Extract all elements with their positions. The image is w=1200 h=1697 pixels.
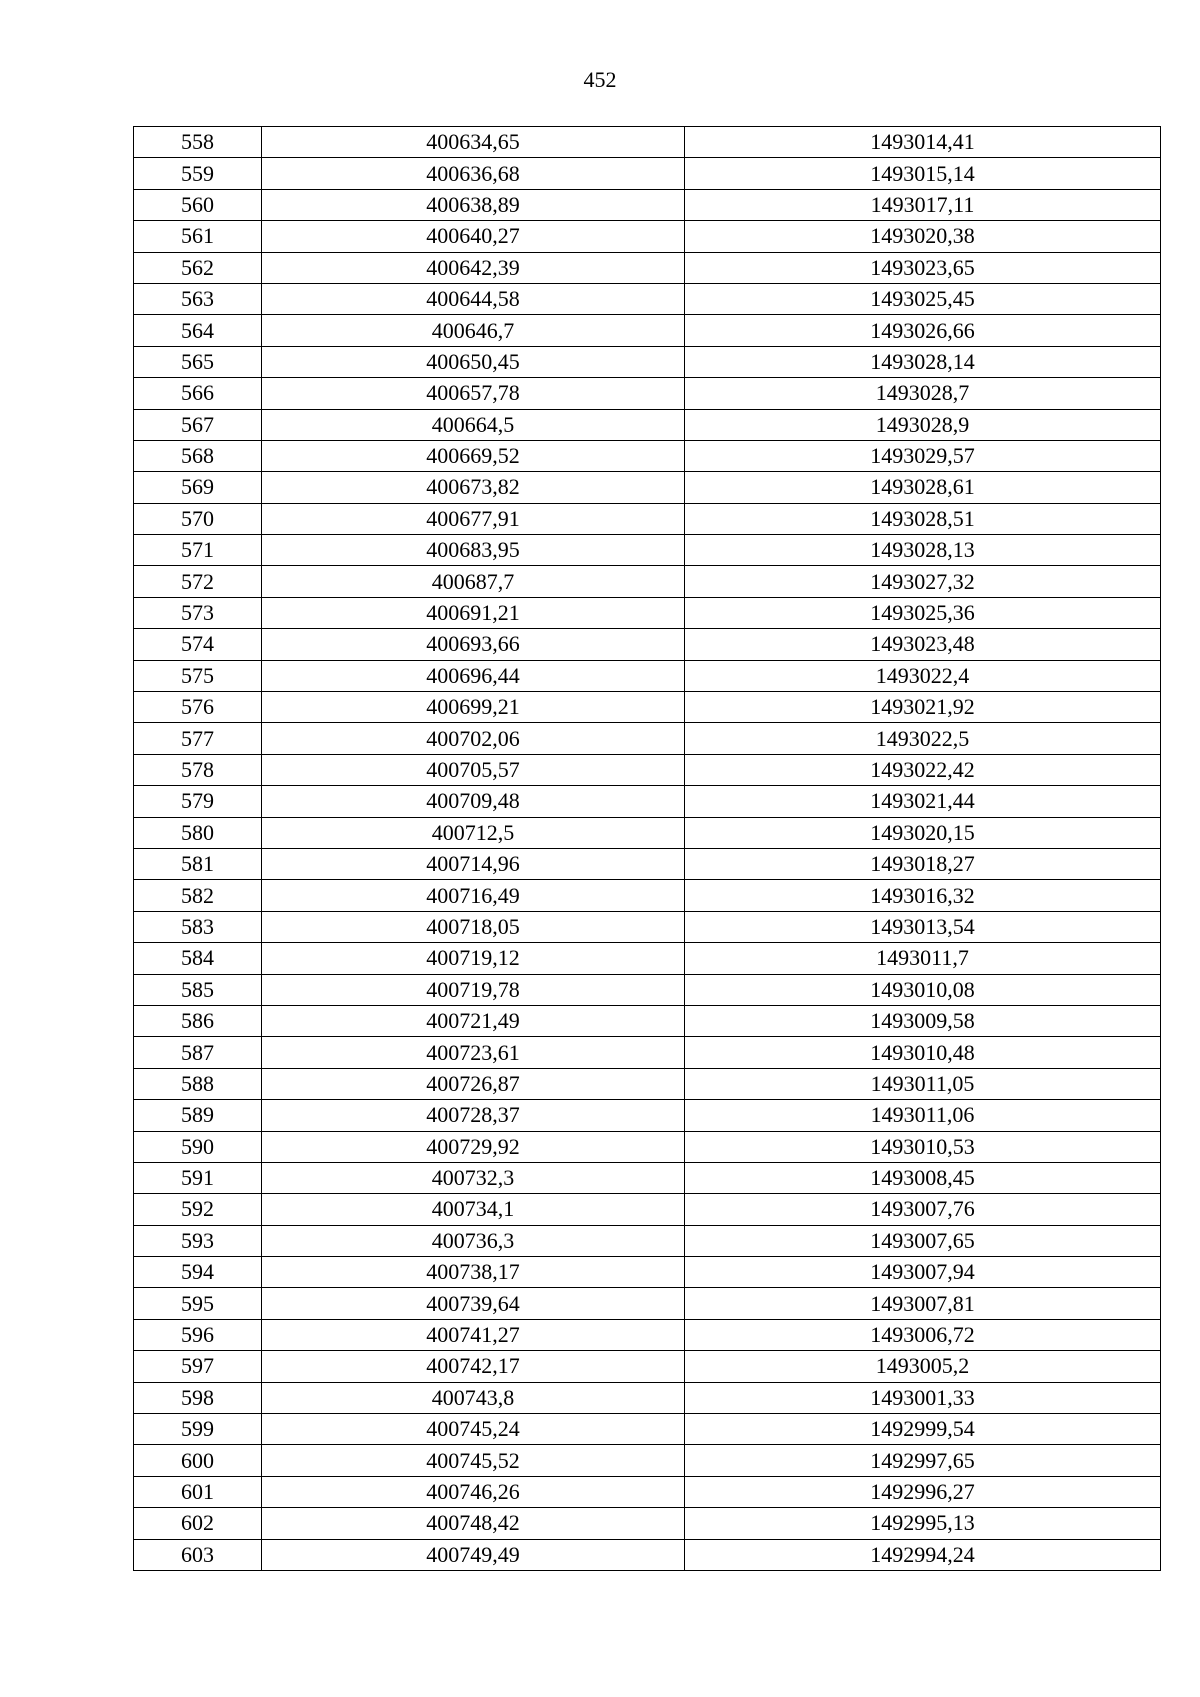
- point-number-cell: 566: [134, 378, 262, 409]
- point-number-cell: 562: [134, 252, 262, 283]
- x-coordinate-cell: 400636,68: [262, 158, 685, 189]
- y-coordinate-cell: 1493018,27: [685, 848, 1161, 879]
- x-coordinate-cell: 400640,27: [262, 221, 685, 252]
- y-coordinate-cell: 1493013,54: [685, 911, 1161, 942]
- table-row: [134, 817, 1161, 848]
- x-coordinate-cell: 400644,58: [262, 283, 685, 314]
- x-coordinate-cell: 400721,49: [262, 1005, 685, 1036]
- table-row: [134, 1351, 1161, 1382]
- point-number-cell: 580: [134, 817, 262, 848]
- table-row: [134, 597, 1161, 628]
- point-number-cell: 588: [134, 1068, 262, 1099]
- x-coordinate-cell: 400745,24: [262, 1414, 685, 1445]
- table-row: [134, 221, 1161, 252]
- table-row: [134, 189, 1161, 220]
- point-number-cell: 565: [134, 346, 262, 377]
- point-number-cell: 579: [134, 786, 262, 817]
- y-coordinate-cell: 1493026,66: [685, 315, 1161, 346]
- y-coordinate-cell: 1493028,9: [685, 409, 1161, 440]
- x-coordinate-cell: 400746,26: [262, 1476, 685, 1507]
- table-row: [134, 283, 1161, 314]
- table-row: [134, 315, 1161, 346]
- y-coordinate-cell: 1492995,13: [685, 1508, 1161, 1539]
- table-row: [134, 1382, 1161, 1413]
- y-coordinate-cell: 1493025,45: [685, 283, 1161, 314]
- point-number-cell: 570: [134, 503, 262, 534]
- table-row: [134, 1319, 1161, 1350]
- point-number-cell: 574: [134, 629, 262, 660]
- table-row: [134, 911, 1161, 942]
- table-row: [134, 1508, 1161, 1539]
- x-coordinate-cell: 400719,12: [262, 943, 685, 974]
- x-coordinate-cell: 400683,95: [262, 535, 685, 566]
- table-row: [134, 1131, 1161, 1162]
- y-coordinate-cell: 1493007,65: [685, 1225, 1161, 1256]
- table-row: [134, 252, 1161, 283]
- table-row: [134, 158, 1161, 189]
- y-coordinate-cell: 1493029,57: [685, 440, 1161, 471]
- y-coordinate-cell: 1493021,44: [685, 786, 1161, 817]
- table-row: [134, 1037, 1161, 1068]
- y-coordinate-cell: 1493028,13: [685, 535, 1161, 566]
- table-row: [134, 660, 1161, 691]
- x-coordinate-cell: 400742,17: [262, 1351, 685, 1382]
- table-row: [134, 378, 1161, 409]
- table-row: [134, 1414, 1161, 1445]
- table-row: [134, 1288, 1161, 1319]
- point-number-cell: 599: [134, 1414, 262, 1445]
- point-number-cell: 559: [134, 158, 262, 189]
- y-coordinate-cell: 1493006,72: [685, 1319, 1161, 1350]
- y-coordinate-cell: 1493021,92: [685, 692, 1161, 723]
- table-row: [134, 1194, 1161, 1225]
- x-coordinate-cell: 400702,06: [262, 723, 685, 754]
- x-coordinate-cell: 400728,37: [262, 1100, 685, 1131]
- point-number-cell: 600: [134, 1445, 262, 1476]
- y-coordinate-cell: 1493008,45: [685, 1162, 1161, 1193]
- coordinates-table: [133, 126, 1161, 1571]
- point-number-cell: 589: [134, 1100, 262, 1131]
- y-coordinate-cell: 1493023,48: [685, 629, 1161, 660]
- point-number-cell: 573: [134, 597, 262, 628]
- table-row: [134, 1068, 1161, 1099]
- point-number-cell: 602: [134, 1508, 262, 1539]
- table-row: [134, 943, 1161, 974]
- y-coordinate-cell: 1493022,4: [685, 660, 1161, 691]
- x-coordinate-cell: 400705,57: [262, 754, 685, 785]
- y-coordinate-cell: 1493028,61: [685, 472, 1161, 503]
- table-row: [134, 1162, 1161, 1193]
- point-number-cell: 558: [134, 127, 262, 158]
- table-row: [134, 974, 1161, 1005]
- x-coordinate-cell: 400693,66: [262, 629, 685, 660]
- y-coordinate-cell: 1493007,81: [685, 1288, 1161, 1319]
- x-coordinate-cell: 400736,3: [262, 1225, 685, 1256]
- y-coordinate-cell: 1492994,24: [685, 1539, 1161, 1570]
- x-coordinate-cell: 400729,92: [262, 1131, 685, 1162]
- table-row: [134, 1445, 1161, 1476]
- table-row: [134, 629, 1161, 660]
- point-number-cell: 560: [134, 189, 262, 220]
- x-coordinate-cell: 400646,7: [262, 315, 685, 346]
- y-coordinate-cell: 1492999,54: [685, 1414, 1161, 1445]
- x-coordinate-cell: 400749,49: [262, 1539, 685, 1570]
- point-number-cell: 561: [134, 221, 262, 252]
- point-number-cell: 592: [134, 1194, 262, 1225]
- point-number-cell: 564: [134, 315, 262, 346]
- y-coordinate-cell: 1493010,48: [685, 1037, 1161, 1068]
- y-coordinate-cell: 1493011,05: [685, 1068, 1161, 1099]
- x-coordinate-cell: 400673,82: [262, 472, 685, 503]
- point-number-cell: 595: [134, 1288, 262, 1319]
- y-coordinate-cell: 1493017,11: [685, 189, 1161, 220]
- table-row: [134, 692, 1161, 723]
- point-number-cell: 563: [134, 283, 262, 314]
- table-row: [134, 1005, 1161, 1036]
- table-row: [134, 346, 1161, 377]
- point-number-cell: 572: [134, 566, 262, 597]
- table-row: [134, 127, 1161, 158]
- x-coordinate-cell: 400732,3: [262, 1162, 685, 1193]
- x-coordinate-cell: 400669,52: [262, 440, 685, 471]
- point-number-cell: 568: [134, 440, 262, 471]
- x-coordinate-cell: 400741,27: [262, 1319, 685, 1350]
- x-coordinate-cell: 400664,5: [262, 409, 685, 440]
- x-coordinate-cell: 400745,52: [262, 1445, 685, 1476]
- table-row: [134, 1476, 1161, 1507]
- y-coordinate-cell: 1493014,41: [685, 127, 1161, 158]
- x-coordinate-cell: 400696,44: [262, 660, 685, 691]
- x-coordinate-cell: 400650,45: [262, 346, 685, 377]
- y-coordinate-cell: 1493020,38: [685, 221, 1161, 252]
- table-row: [134, 503, 1161, 534]
- point-number-cell: 587: [134, 1037, 262, 1068]
- coordinates-table-body: [134, 127, 1161, 1571]
- x-coordinate-cell: 400687,7: [262, 566, 685, 597]
- y-coordinate-cell: 1493028,14: [685, 346, 1161, 377]
- table-row: [134, 786, 1161, 817]
- x-coordinate-cell: 400642,39: [262, 252, 685, 283]
- point-number-cell: 585: [134, 974, 262, 1005]
- x-coordinate-cell: 400716,49: [262, 880, 685, 911]
- x-coordinate-cell: 400709,48: [262, 786, 685, 817]
- x-coordinate-cell: 400743,8: [262, 1382, 685, 1413]
- table-row: [134, 409, 1161, 440]
- table-row: [134, 1100, 1161, 1131]
- x-coordinate-cell: 400634,65: [262, 127, 685, 158]
- y-coordinate-cell: 1493007,76: [685, 1194, 1161, 1225]
- point-number-cell: 567: [134, 409, 262, 440]
- y-coordinate-cell: 1493028,7: [685, 378, 1161, 409]
- y-coordinate-cell: 1493011,7: [685, 943, 1161, 974]
- point-number-cell: 596: [134, 1319, 262, 1350]
- y-coordinate-cell: 1493010,53: [685, 1131, 1161, 1162]
- x-coordinate-cell: 400714,96: [262, 848, 685, 879]
- x-coordinate-cell: 400699,21: [262, 692, 685, 723]
- y-coordinate-cell: 1493020,15: [685, 817, 1161, 848]
- table-row: [134, 848, 1161, 879]
- y-coordinate-cell: 1493001,33: [685, 1382, 1161, 1413]
- table-row: [134, 754, 1161, 785]
- table-row: [134, 723, 1161, 754]
- point-number-cell: 576: [134, 692, 262, 723]
- table-row: [134, 535, 1161, 566]
- table-row: [134, 566, 1161, 597]
- x-coordinate-cell: 400657,78: [262, 378, 685, 409]
- point-number-cell: 593: [134, 1225, 262, 1256]
- x-coordinate-cell: 400738,17: [262, 1257, 685, 1288]
- table-row: [134, 472, 1161, 503]
- y-coordinate-cell: 1493028,51: [685, 503, 1161, 534]
- point-number-cell: 581: [134, 848, 262, 879]
- y-coordinate-cell: 1493010,08: [685, 974, 1161, 1005]
- point-number-cell: 597: [134, 1351, 262, 1382]
- point-number-cell: 591: [134, 1162, 262, 1193]
- page-number: 452: [583, 67, 617, 92]
- y-coordinate-cell: 1493022,5: [685, 723, 1161, 754]
- y-coordinate-cell: 1492997,65: [685, 1445, 1161, 1476]
- table-row: [134, 1539, 1161, 1570]
- point-number-cell: 582: [134, 880, 262, 911]
- point-number-cell: 578: [134, 754, 262, 785]
- x-coordinate-cell: 400677,91: [262, 503, 685, 534]
- y-coordinate-cell: 1493007,94: [685, 1257, 1161, 1288]
- y-coordinate-cell: 1492996,27: [685, 1476, 1161, 1507]
- table-row: [134, 880, 1161, 911]
- x-coordinate-cell: 400718,05: [262, 911, 685, 942]
- point-number-cell: 598: [134, 1382, 262, 1413]
- table-row: [134, 1225, 1161, 1256]
- point-number-cell: 571: [134, 535, 262, 566]
- x-coordinate-cell: 400638,89: [262, 189, 685, 220]
- x-coordinate-cell: 400712,5: [262, 817, 685, 848]
- x-coordinate-cell: 400691,21: [262, 597, 685, 628]
- y-coordinate-cell: 1493023,65: [685, 252, 1161, 283]
- table-row: [134, 1257, 1161, 1288]
- point-number-cell: 584: [134, 943, 262, 974]
- y-coordinate-cell: 1493011,06: [685, 1100, 1161, 1131]
- point-number-cell: 594: [134, 1257, 262, 1288]
- point-number-cell: 577: [134, 723, 262, 754]
- x-coordinate-cell: 400734,1: [262, 1194, 685, 1225]
- table-row: [134, 440, 1161, 471]
- y-coordinate-cell: 1493005,2: [685, 1351, 1161, 1382]
- y-coordinate-cell: 1493027,32: [685, 566, 1161, 597]
- y-coordinate-cell: 1493009,58: [685, 1005, 1161, 1036]
- y-coordinate-cell: 1493015,14: [685, 158, 1161, 189]
- x-coordinate-cell: 400723,61: [262, 1037, 685, 1068]
- point-number-cell: 586: [134, 1005, 262, 1036]
- y-coordinate-cell: 1493016,32: [685, 880, 1161, 911]
- point-number-cell: 603: [134, 1539, 262, 1570]
- x-coordinate-cell: 400726,87: [262, 1068, 685, 1099]
- point-number-cell: 601: [134, 1476, 262, 1507]
- point-number-cell: 569: [134, 472, 262, 503]
- point-number-cell: 575: [134, 660, 262, 691]
- x-coordinate-cell: 400748,42: [262, 1508, 685, 1539]
- y-coordinate-cell: 1493022,42: [685, 754, 1161, 785]
- point-number-cell: 590: [134, 1131, 262, 1162]
- point-number-cell: 583: [134, 911, 262, 942]
- x-coordinate-cell: 400739,64: [262, 1288, 685, 1319]
- y-coordinate-cell: 1493025,36: [685, 597, 1161, 628]
- x-coordinate-cell: 400719,78: [262, 974, 685, 1005]
